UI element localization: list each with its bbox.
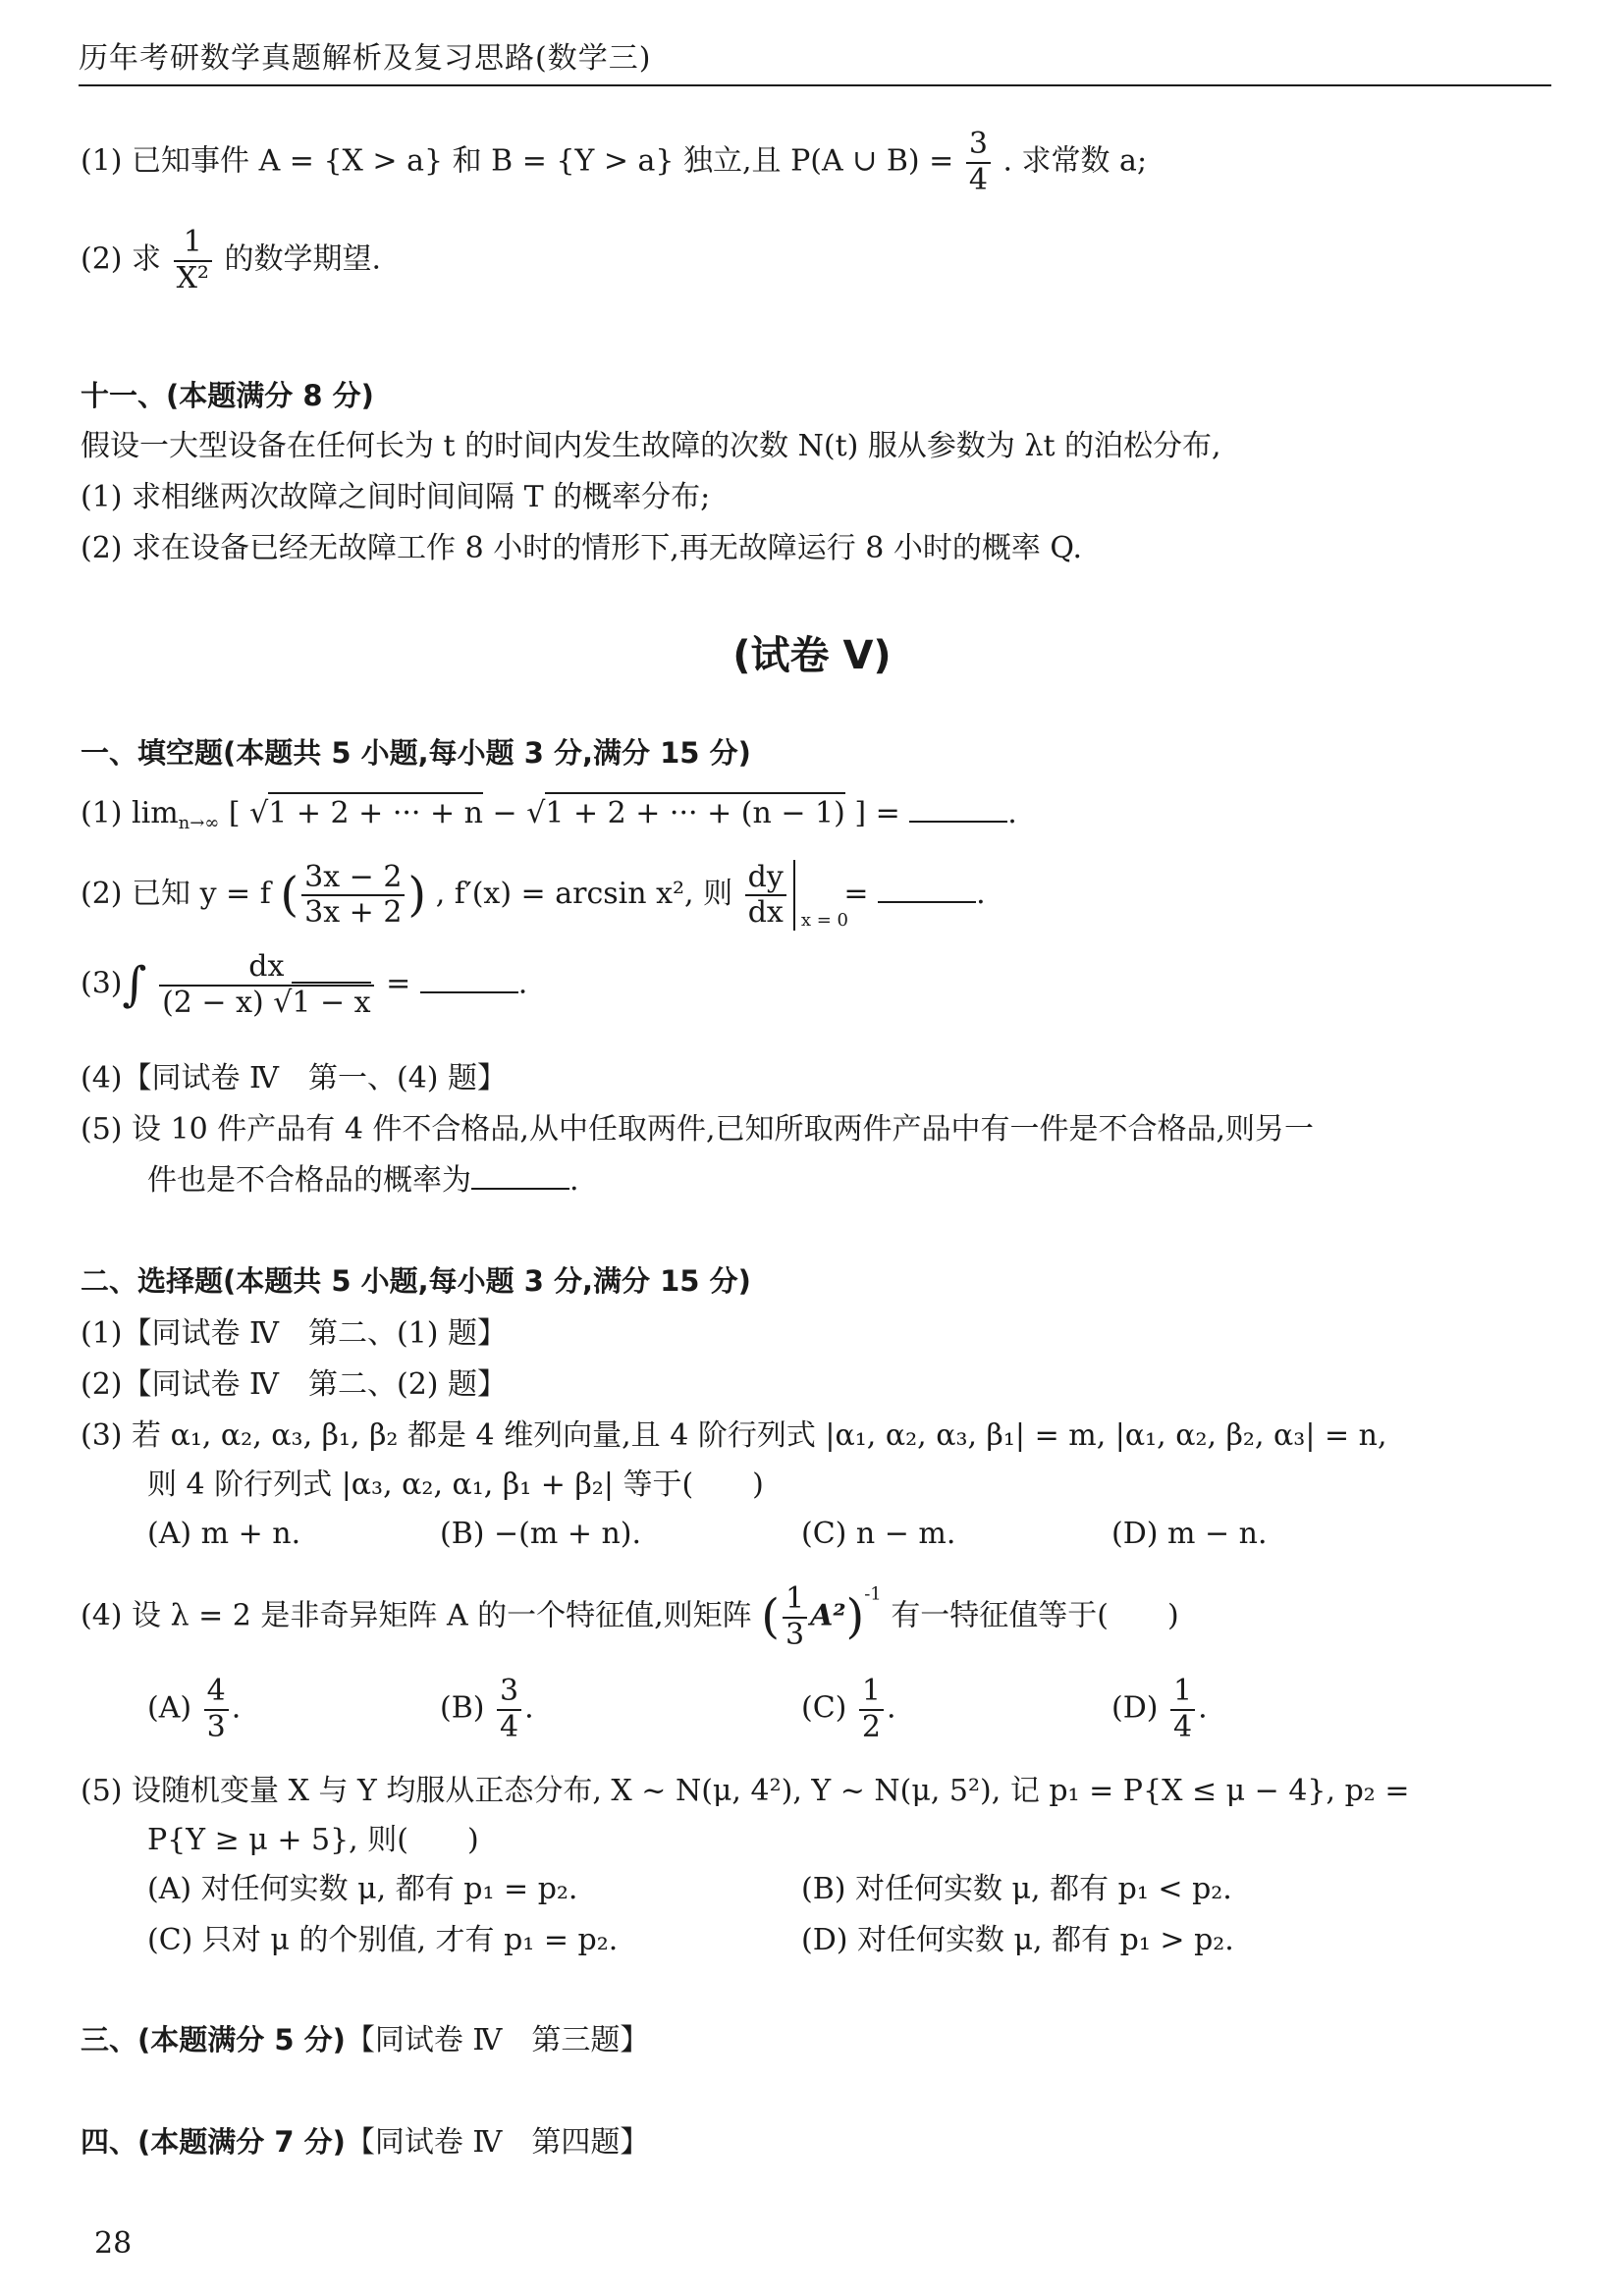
- choice-q4: (4) 设 λ = 2 是非奇异矩阵 A 的一个特征值,则矩阵 ( $\frac{1}{3}$ A²)$^{-1}$ 有一特征值等于( ): [81, 1581, 1179, 1652]
- fill-q3: (3)∫ $\frac{dx}{(2 - x) √1 - x}$ = .: [81, 949, 528, 1020]
- choice-q3-line2: 则 4 阶行列式 |α₃, α₂, α₁, β₁ + β₂| 等于( ): [147, 1468, 764, 1502]
- choice-q3-option-c: (C) n − m.: [801, 1517, 956, 1551]
- choice-q5-option-a: (A) 对任何实数 μ, 都有 p₁ = p₂.: [147, 1872, 578, 1906]
- fill-heading: 一、填空题(本题共 5 小题,每小题 3 分,满分 15 分): [81, 736, 751, 770]
- header-rule: [79, 84, 1551, 86]
- choice-q3-line1: (3) 若 α₁, α₂, α₃, β₁, β₂ 都是 4 维列向量,且 4 阶行列式 |α₁, α₂, α₃, β₁| = m, |α₁, α₂, β₂, α₃| = n,: [81, 1418, 1387, 1453]
- q11-intro: 假设一大型设备在任何长为 t 的时间内发生故障的次数 N(t) 服从参数为 λt 的泊松分布,: [81, 429, 1221, 463]
- answer-blank: [420, 966, 518, 993]
- choice-q5-option-b: (B) 对任何实数 μ, 都有 p₁ < p₂.: [801, 1872, 1232, 1906]
- paper-title: (试卷 V): [732, 633, 892, 678]
- q11-part2: (2) 求在设备已经无故障工作 8 小时的情形下,再无故障运行 8 小时的概率 Q.: [81, 531, 1083, 565]
- fill-q1: (1) $\lim_{n\to\infty}$ [ √1 + 2 + ··· + n − √1 + 2 + ··· + (n − 1) ] = .: [81, 795, 1017, 833]
- section-4: 四、(本题满分 7 分)【同试卷 Ⅳ 第四题】: [81, 2125, 650, 2160]
- choice-q5-option-c: (C) 只对 μ 的个别值, 才有 p₁ = p₂.: [147, 1923, 619, 1957]
- choice-q2: (2)【同试卷 Ⅳ 第二、(2) 题】: [81, 1367, 508, 1402]
- choice-q3-option-d: (D) m − n.: [1111, 1517, 1268, 1551]
- choice-q3-option-a: (A) m + n.: [147, 1517, 301, 1551]
- fraction: $\frac{1}{\text{X²}}$: [174, 226, 212, 295]
- q11-heading: 十一、(本题满分 8 分): [81, 379, 374, 412]
- fill-q4: (4)【同试卷 Ⅳ 第一、(4) 题】: [81, 1061, 508, 1095]
- choice-q3-option-b: (B) −(m + n).: [440, 1517, 642, 1551]
- page-number: 28: [94, 2226, 133, 2261]
- answer-blank: [909, 795, 1007, 823]
- q11-part1: (1) 求相继两次故障之间时间间隔 T 的概率分布;: [81, 480, 711, 514]
- fill-q5-line2: 件也是不合格品的概率为 .: [147, 1163, 579, 1198]
- fraction: $\frac{3}{4}$: [966, 128, 991, 197]
- choice-q1: (1)【同试卷 Ⅳ 第二、(1) 题】: [81, 1316, 508, 1351]
- choice-q4-option-c: (C) $\frac{1}{2}$ .: [801, 1674, 896, 1744]
- answer-blank: [471, 1162, 569, 1190]
- choice-q4-option-a: (A) $\frac{4}{3}$ .: [147, 1674, 242, 1744]
- answer-blank: [878, 876, 976, 903]
- evaluation-bar: x = 0: [793, 860, 835, 931]
- fill-q2: (2) 已知 y = f ( $\frac{3x - 2}{3x + 2}$ ) , f′(x) = arcsin x², 则 $\frac{dy}{dx}$ x = 0 = .: [81, 859, 986, 932]
- q10-part2: (2) 求 $\frac{1}{\text{X²}}$ 的数学期望.: [81, 225, 382, 295]
- choice-q5-line1: (5) 设随机变量 X 与 Y 均服从正态分布, X ~ N(μ, 4²), Y ~ N(μ, 5²), 记 p₁ = P{X ≤ μ − 4}, p₂ =: [81, 1774, 1410, 1808]
- choice-heading: 二、选择题(本题共 5 小题,每小题 3 分,满分 15 分): [81, 1264, 751, 1298]
- choice-q4-option-d: (D) $\frac{1}{4}$ .: [1111, 1674, 1208, 1744]
- choice-q4-option-b: (B) $\frac{3}{4}$ .: [440, 1674, 534, 1744]
- choice-q5-option-d: (D) 对任何实数 μ, 都有 p₁ > p₂.: [801, 1923, 1234, 1957]
- choice-q5-line2: P{Y ≥ μ + 5}, 则( ): [147, 1823, 479, 1857]
- section-3: 三、(本题满分 5 分)【同试卷 Ⅳ 第三题】: [81, 2023, 650, 2057]
- q10-part1: (1) 已知事件 A = {X > a} 和 B = {Y > a} 独立,且 P(A ∪ B) = $\frac{3}{4}$ . 求常数 a;: [81, 127, 1148, 197]
- fill-q5-line1: (5) 设 10 件产品有 4 件不合格品,从中任取两件,已知所取两件产品中有一件是不合格品,则另一: [81, 1112, 1315, 1147]
- running-header: 历年考研数学真题解析及复习思路(数学三): [79, 41, 652, 76]
